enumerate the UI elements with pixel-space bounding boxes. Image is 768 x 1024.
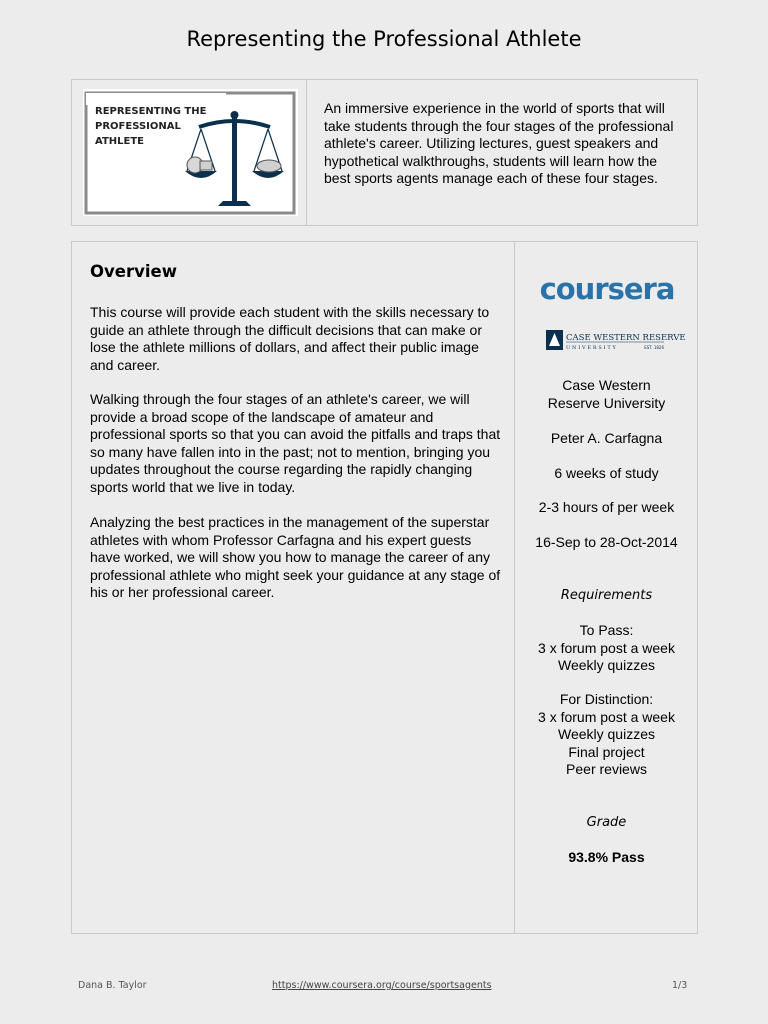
image-text-line-3: ATHLETE xyxy=(95,136,145,147)
instructor-name: Peter A. Carfagna xyxy=(550,430,663,446)
cwru-logo xyxy=(546,329,686,351)
overview-paragraph-2: Walking through the four stages of an athlete's career, we will provide a broad scope of the landscape of amateur and professional sports so that you can avoid the pitfalls and traps that so many have fallen into in the past; not to mention, bringing you updates throughout the course regarding the rapidly changing sports world that we live in today. xyxy=(90,391,501,495)
institution-line-1: Case Western xyxy=(562,377,651,393)
grade-value: 93.8% Pass xyxy=(568,849,645,865)
course-summary: An immersive experience in the world of sports that will take students through the four stages of the professional athlete's career. Utilizing lectures, guest speakers and hypothetical walkthroughs, students will learn how the best sports agents manage each of these four stages. xyxy=(324,100,674,186)
distinction-item: 3 x forum post a week xyxy=(538,708,675,725)
cwru-logo-name: CASE WESTERN RESERVE xyxy=(566,333,686,343)
course-image xyxy=(83,89,298,216)
intro-panel xyxy=(71,79,698,226)
svg-text:PROFESSIONAL xyxy=(95,121,181,132)
institution-name xyxy=(515,377,698,412)
overview-heading: Overview xyxy=(90,262,177,281)
cwru-logo-tag: EST. 1826 xyxy=(644,345,664,350)
coursera-logo xyxy=(532,274,682,304)
to-pass-label: To Pass: xyxy=(579,622,634,638)
overview-paragraph-3: Analyzing the best practices in the management of the superstar athletes with whom Professor Carfagna and his expert guests have worked, we will show you how to manage the career of any professional athlete who might seek your guidance at any stage of his or her professional career. xyxy=(90,514,501,600)
svg-text:REPRESENTING THE xyxy=(95,106,207,117)
intro-divider xyxy=(306,80,307,225)
course-effort: 2-3 hours of per week xyxy=(538,499,675,515)
institution-line-2: Reserve University xyxy=(547,394,666,411)
image-text-line-2: PROFESSIONAL xyxy=(95,121,181,132)
distinction-item: Final project xyxy=(568,743,645,760)
cwru-logo-subtext: UNIVERSITY xyxy=(566,345,618,351)
to-pass-item: Weekly quizzes xyxy=(557,657,655,673)
overview-paragraph-1: This course will provide each student with the skills necessary to guide an athlete through the difficult decisions that can make or lose the athlete millions of dollars, and affect their public image and career. xyxy=(90,304,490,373)
grade-heading: Grade xyxy=(586,815,627,830)
page-title: Representing the Professional Athlete xyxy=(186,27,582,51)
to-pass-block xyxy=(515,622,698,675)
distinction-item: Peer reviews xyxy=(566,761,647,777)
svg-text:ATHLETE xyxy=(95,136,144,147)
footer-author: Dana B. Taylor xyxy=(78,980,147,991)
course-dates: 16-Sep to 28-Oct-2014 xyxy=(535,534,678,550)
footer-page-number: 1/3 xyxy=(672,980,688,991)
footer-course-link[interactable]: https://www.coursera.org/course/sportsagents xyxy=(272,980,492,991)
svg-text:coursera: coursera xyxy=(539,272,675,306)
distinction-block xyxy=(515,691,698,779)
requirements-heading: Requirements xyxy=(560,588,653,603)
to-pass-item: 3 x forum post a week xyxy=(538,639,675,656)
course-duration: 6 weeks of study xyxy=(554,465,659,481)
main-panel xyxy=(71,241,698,934)
image-text-line-1: REPRESENTING THE xyxy=(95,106,207,117)
distinction-label: For Distinction: xyxy=(559,691,654,707)
distinction-item: Weekly quizzes xyxy=(557,726,655,742)
